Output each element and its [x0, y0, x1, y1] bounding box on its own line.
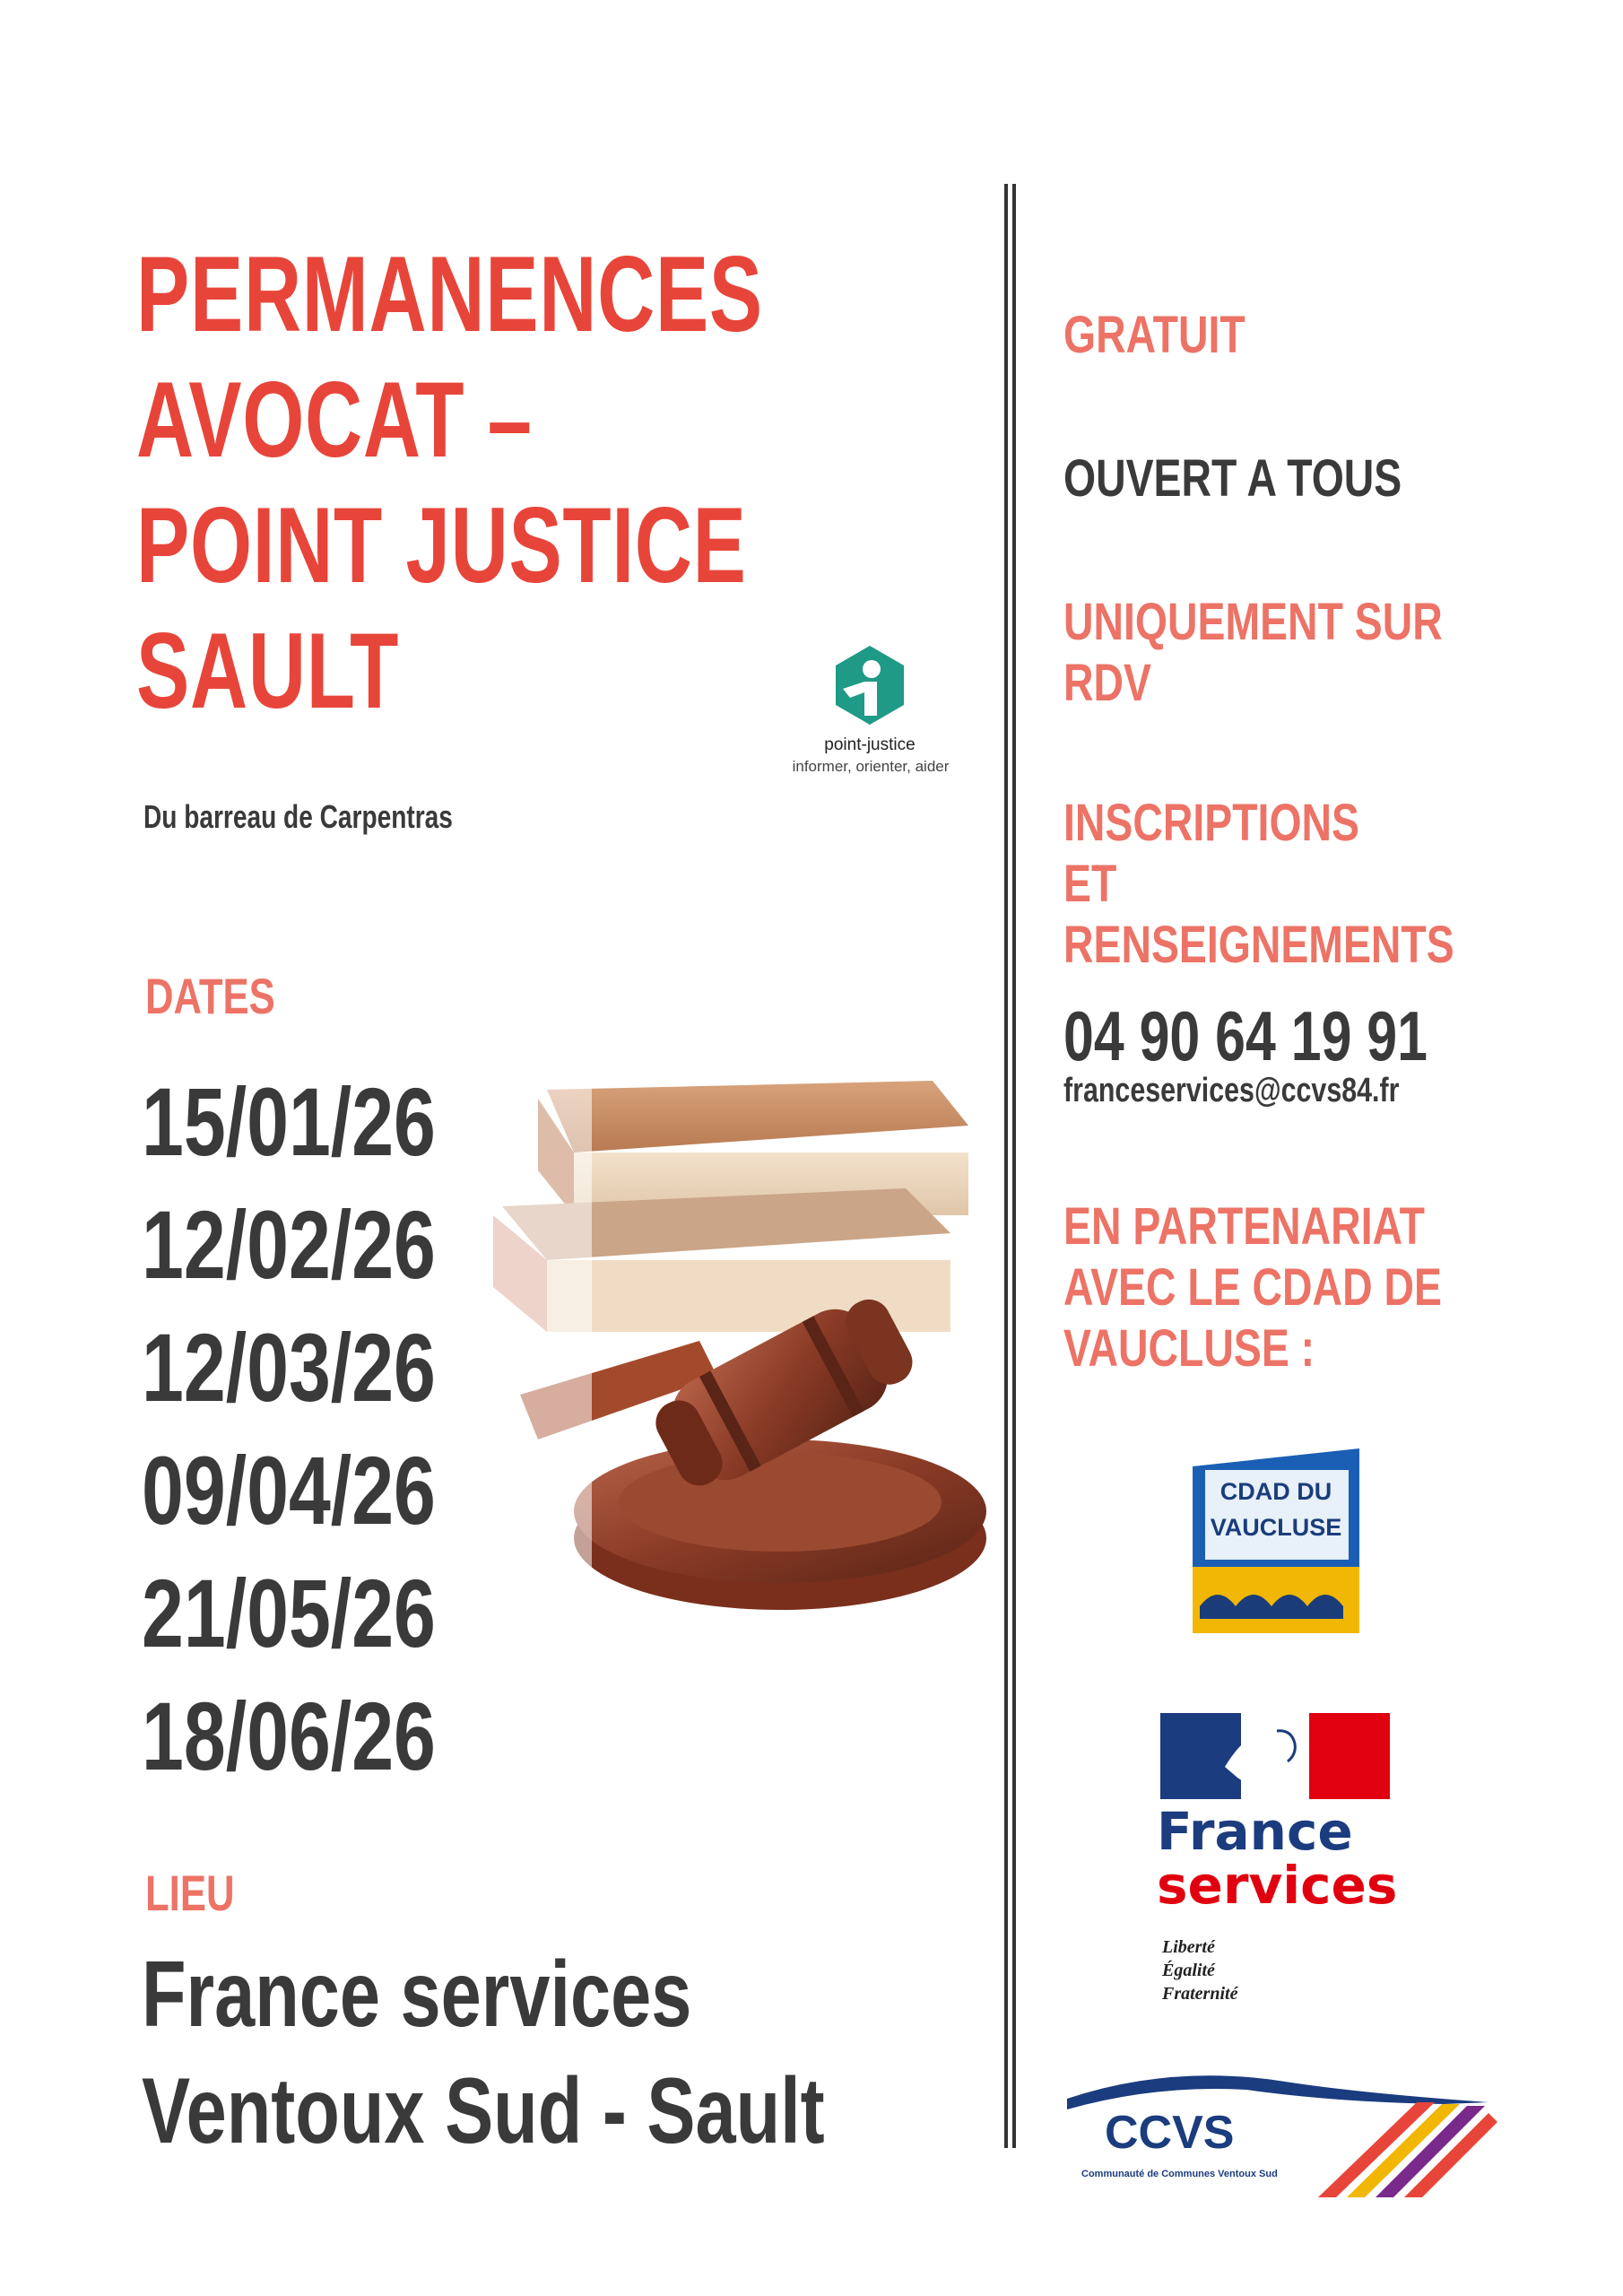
ccvs-full-name: Communauté de Communes Ventoux Sud — [1081, 2169, 1278, 2179]
date-item: 09/04/26 — [142, 1436, 436, 1544]
date-item: 12/03/26 — [142, 1313, 436, 1422]
lieu-heading: LIEU — [145, 1865, 235, 1921]
title-line-1: PERMANENCES — [136, 234, 763, 354]
barreau-subtitle: Du barreau de Carpentras — [143, 798, 453, 835]
email-address[interactable]: franceservices@ccvs84.fr — [1063, 1072, 1400, 1109]
date-item: 15/01/26 — [142, 1067, 436, 1176]
ccvs-name: CCVS — [1105, 2107, 1235, 2159]
lieu-line-2: Ventoux Sud - Sault — [142, 2059, 825, 2163]
date-item: 18/06/26 — [142, 1682, 436, 1790]
point-justice-name: point-justice — [824, 735, 916, 754]
motto-egalite: Égalité — [1162, 1961, 1215, 1980]
point-justice-tagline: informer, orienter, aider — [792, 758, 950, 775]
inscriptions-line-3: RENSEIGNEMENTS — [1063, 916, 1454, 974]
dates-heading: DATES — [145, 968, 275, 1024]
title-line-2: AVOCAT – — [136, 360, 533, 480]
rdv-label-line-1: UNIQUEMENT SUR — [1063, 593, 1443, 651]
partenariat-line-3: VAUCLUSE : — [1063, 1319, 1315, 1378]
column-divider — [1004, 184, 1019, 2148]
motto-fraternite: Fraternité — [1162, 1984, 1238, 2004]
inscriptions-line-2: ET — [1063, 855, 1117, 913]
motto-liberte: Liberté — [1162, 1937, 1215, 1957]
ouvert-label: OUVERT A TOUS — [1063, 449, 1402, 508]
title-line-3: POINT JUSTICE — [136, 485, 747, 605]
partenariat-line-2: AVEC LE CDAD DE — [1063, 1258, 1442, 1317]
france-services-word-1: France — [1157, 1801, 1353, 1862]
title-line-4: SAULT — [136, 611, 400, 731]
rdv-label-line-2: RDV — [1063, 654, 1151, 712]
marianne-flag-icon — [1160, 1713, 1390, 1799]
phone-number[interactable]: 04 90 64 19 91 — [1063, 996, 1428, 1075]
gavel-books-illustration — [484, 1072, 986, 1646]
cdad-line-1: CDAD DU — [1219, 1478, 1332, 1505]
lieu-line-1: France services — [142, 1943, 692, 2047]
date-item: 12/02/26 — [142, 1190, 436, 1299]
partenariat-line-1: EN PARTENARIAT — [1063, 1197, 1425, 1256]
date-item: 21/05/26 — [142, 1559, 436, 1667]
gratuit-label: GRATUIT — [1063, 306, 1245, 364]
france-services-word-2: services — [1157, 1855, 1398, 1916]
cdad-line-2: VAUCLUSE — [1210, 1514, 1342, 1541]
inscriptions-line-1: INSCRIPTIONS — [1063, 794, 1359, 852]
